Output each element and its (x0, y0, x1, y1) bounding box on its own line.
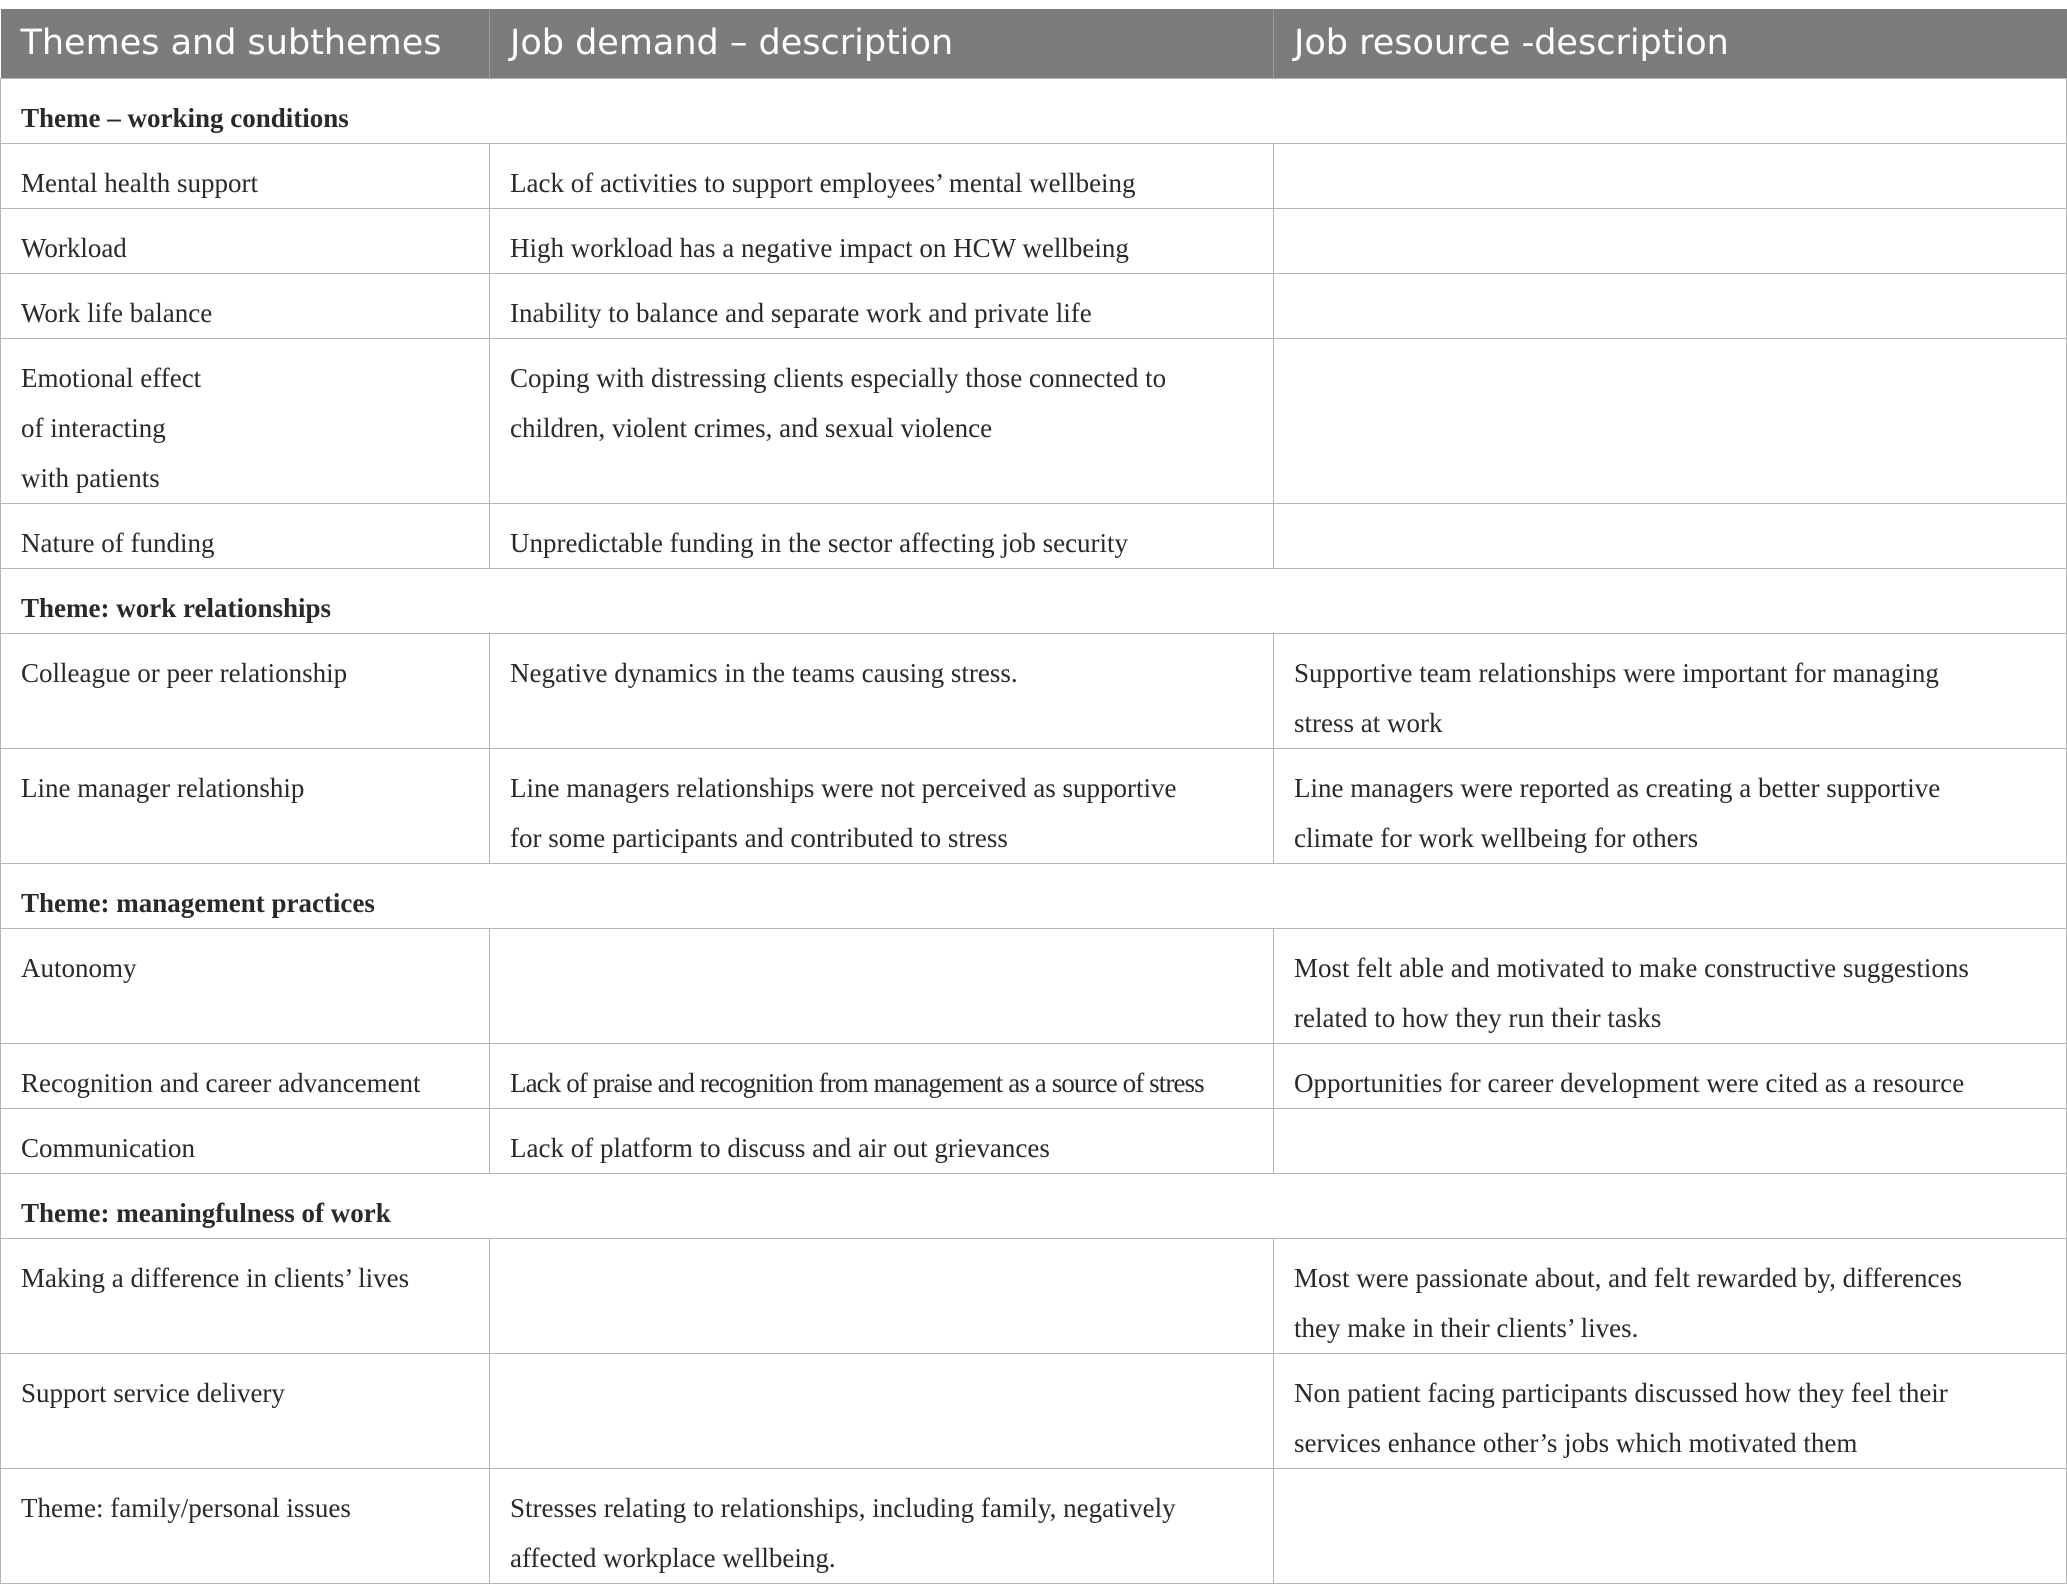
cell-line: they make in their clients’ lives. (1294, 1312, 1639, 1343)
table-row (1, 208, 2067, 273)
theme-heading: Theme – working conditions (1, 78, 2067, 143)
theme-row (1, 78, 2067, 143)
table-row (1, 1468, 2067, 1583)
job-resource-cell (1274, 1468, 2067, 1583)
table-row (1, 143, 2067, 208)
themes-table (0, 9, 2067, 1584)
table-row (1, 633, 2067, 748)
table-row (1, 1238, 2067, 1353)
job-demand-cell (490, 338, 1274, 503)
job-resource-cell (1274, 748, 2067, 863)
theme-row (1, 1173, 2067, 1238)
job-resource-cell (1274, 1108, 2067, 1173)
theme-row (1, 568, 2067, 633)
job-demand-cell (490, 1238, 1274, 1353)
theme-row (1, 863, 2067, 928)
cell-line: stress at work (1294, 707, 1443, 738)
job-demand-cell (490, 928, 1274, 1043)
job-resource-cell (1274, 633, 2067, 748)
job-demand-cell: Lack of praise and recognition from management as a source of stress (490, 1043, 1274, 1108)
job-demand-cell (490, 1468, 1274, 1583)
cell-line: Non patient facing participants discussed how they feel their (1294, 1377, 1948, 1408)
job-resource-cell (1274, 338, 2067, 503)
cell-line: children, violent crimes, and sexual violence (510, 412, 993, 443)
theme-heading: Theme: management practices (1, 863, 2067, 928)
cell-line: Line managers relationships were not perceived as supportive (510, 772, 1177, 803)
cell-line: Coping with distressing clients especially those connected to (510, 362, 1167, 393)
subtheme-cell: Nature of funding (1, 503, 490, 568)
table-row (1, 503, 2067, 568)
table-row (1, 928, 2067, 1043)
job-demand-cell (490, 748, 1274, 863)
job-resource-cell (1274, 1238, 2067, 1353)
header-row (1, 9, 2067, 78)
job-resource-cell (1274, 1353, 2067, 1468)
subtheme-cell: Autonomy (1, 928, 490, 1043)
cell-line: with patients (21, 462, 160, 493)
table-row (1, 338, 2067, 503)
job-resource-cell (1274, 273, 2067, 338)
header-job-resource: Job resource -description (1274, 9, 2067, 78)
cell-line: related to how they run their tasks (1294, 1002, 1662, 1033)
cell-line: for some participants and contributed to stress (510, 822, 1008, 853)
table-row (1, 748, 2067, 863)
subtheme-cell: Mental health support (1, 143, 490, 208)
subtheme-cell: Communication (1, 1108, 490, 1173)
job-resource-cell: Opportunities for career development were cited as a resource (1274, 1043, 2067, 1108)
subtheme-cell (1, 338, 490, 503)
subtheme-cell: Making a difference in clients’ lives (1, 1238, 490, 1353)
job-demand-cell: Negative dynamics in the teams causing stress. (490, 633, 1274, 748)
job-demand-cell: Unpredictable funding in the sector affecting job security (490, 503, 1274, 568)
cell-line: climate for work wellbeing for others (1294, 822, 1699, 853)
job-resource-cell (1274, 928, 2067, 1043)
cell-line: affected workplace wellbeing. (510, 1542, 836, 1573)
subtheme-cell: Work life balance (1, 273, 490, 338)
table-row (1, 1353, 2067, 1468)
cell-line: of interacting (21, 412, 166, 443)
job-resource-cell (1274, 143, 2067, 208)
job-demand-cell: Lack of platform to discuss and air out grievances (490, 1108, 1274, 1173)
subtheme-cell: Line manager relationship (1, 748, 490, 863)
cell-line: Emotional effect (21, 362, 202, 393)
cell-line: Supportive team relationships were important for managing (1294, 657, 1939, 688)
subtheme-cell: Support service delivery (1, 1353, 490, 1468)
table-row (1, 1108, 2067, 1173)
theme-heading: Theme: work relationships (1, 568, 2067, 633)
job-resource-cell (1274, 208, 2067, 273)
header-themes: Themes and subthemes (1, 9, 490, 78)
subtheme-cell: Colleague or peer relationship (1, 633, 490, 748)
cell-line: Line managers were reported as creating a better supportive (1294, 772, 1941, 803)
job-demand-cell: High workload has a negative impact on HCW wellbeing (490, 208, 1274, 273)
cell-line: services enhance other’s jobs which motivated them (1294, 1427, 1858, 1458)
cell-line: Most felt able and motivated to make constructive suggestions (1294, 952, 1969, 983)
job-demand-cell: Inability to balance and separate work and private life (490, 273, 1274, 338)
table-row (1, 1043, 2067, 1108)
subtheme-cell: Recognition and career advancement (1, 1043, 490, 1108)
job-demand-cell: Lack of activities to support employees’ mental wellbeing (490, 143, 1274, 208)
cell-line: Most were passionate about, and felt rewarded by, differences (1294, 1262, 1962, 1293)
job-demand-cell (490, 1353, 1274, 1468)
job-resource-cell (1274, 503, 2067, 568)
header-job-demand: Job demand – description (490, 9, 1274, 78)
theme-heading: Theme: meaningfulness of work (1, 1173, 2067, 1238)
subtheme-cell: Workload (1, 208, 490, 273)
table-body (1, 78, 2067, 1583)
subtheme-cell: Theme: family/personal issues (1, 1468, 490, 1583)
cell-line: Stresses relating to relationships, including family, negatively (510, 1492, 1176, 1523)
table-row (1, 273, 2067, 338)
